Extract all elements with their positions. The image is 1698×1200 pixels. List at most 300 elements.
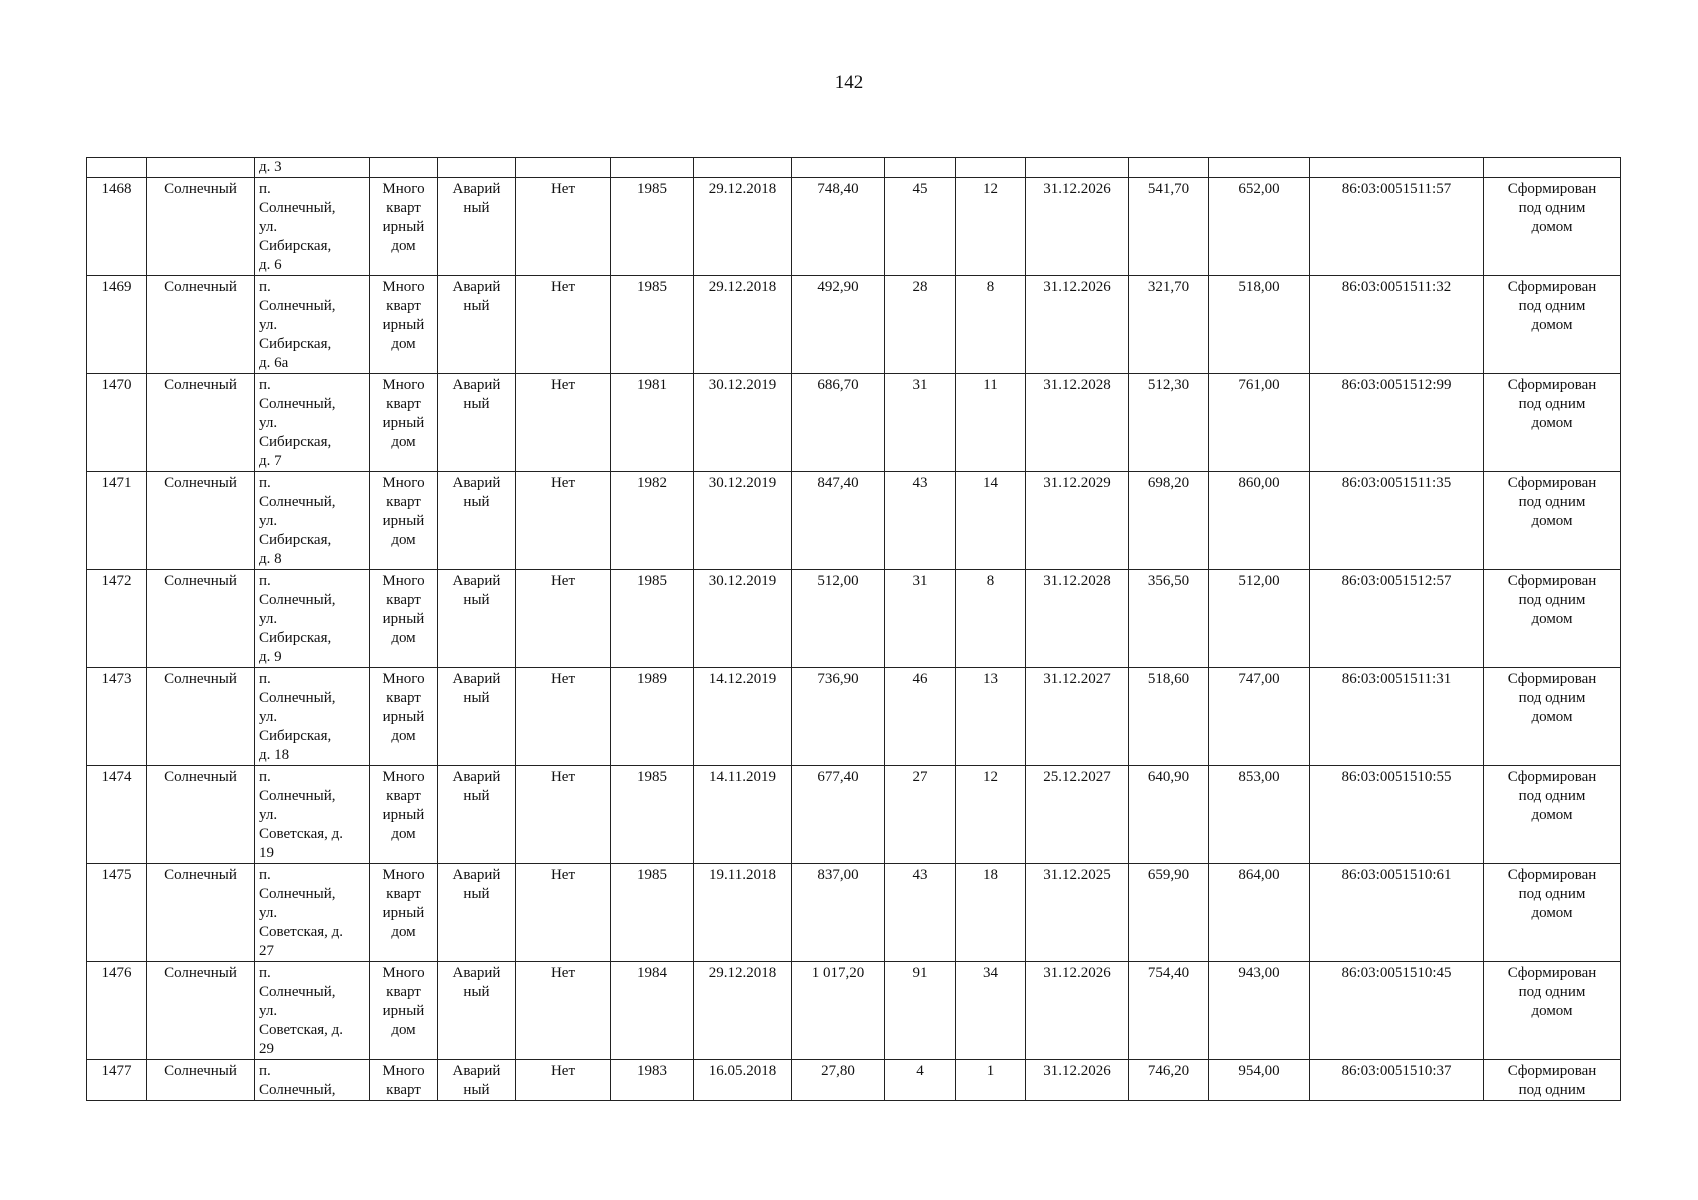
cell-land: 761,00 — [1209, 374, 1310, 472]
cell-formation-line: Сформирован — [1507, 377, 1597, 393]
cell-num: 1474 — [87, 766, 147, 864]
cell-type-line: дом — [391, 336, 416, 352]
cell-residents — [885, 158, 956, 178]
cell-status-line: ный — [463, 886, 490, 902]
cell-land: 943,00 — [1209, 962, 1310, 1060]
table-row — [87, 962, 1621, 1060]
cell-type-line: кварт — [386, 886, 421, 902]
cell-units: 14 — [956, 472, 1026, 570]
cell-status — [438, 766, 516, 864]
cell-status — [438, 374, 516, 472]
cell-area: 1 017,20 — [792, 962, 885, 1060]
cell-address — [255, 1060, 370, 1101]
cell-type-line: Много — [382, 769, 425, 785]
cell-settlement: Солнечный — [147, 766, 255, 864]
cell-address — [255, 864, 370, 962]
cell-formation-line: под одним — [1518, 200, 1586, 216]
cell-area2: 321,70 — [1129, 276, 1209, 374]
cell-formation-line: домом — [1531, 317, 1573, 333]
cell-address-line: 19 — [259, 845, 274, 861]
cell-units: 1 — [956, 1060, 1026, 1101]
cell-cadastral — [1310, 158, 1484, 178]
cell-type-line: дом — [391, 532, 416, 548]
cell-units: 11 — [956, 374, 1026, 472]
cell-type-line: ирный — [382, 415, 425, 431]
cell-units: 13 — [956, 668, 1026, 766]
cell-area: 512,00 — [792, 570, 885, 668]
cell-type-line: кварт — [386, 1082, 421, 1098]
cell-date: 29.12.2018 — [694, 276, 792, 374]
cell-area: 837,00 — [792, 864, 885, 962]
cell-address-line: Солнечный, — [259, 298, 336, 314]
cell-land: 652,00 — [1209, 178, 1310, 276]
cell-cadastral: 86:03:0051510:55 — [1310, 766, 1484, 864]
cell-type-line: ирный — [382, 905, 425, 921]
cell-type-line: ирный — [382, 317, 425, 333]
cell-formation — [1484, 668, 1621, 766]
cell-deadline: 31.12.2027 — [1026, 668, 1129, 766]
cell-type-line: кварт — [386, 690, 421, 706]
cell-units — [956, 158, 1026, 178]
cell-address-line: п. — [259, 671, 271, 687]
cell-deadline: 25.12.2027 — [1026, 766, 1129, 864]
cell-date — [694, 158, 792, 178]
cell-deadline — [1026, 158, 1129, 178]
cell-deadline: 31.12.2028 — [1026, 570, 1129, 668]
cell-type-line: ирный — [382, 807, 425, 823]
cell-num: 1469 — [87, 276, 147, 374]
cell-type-line: дом — [391, 630, 416, 646]
cell-cadastral: 86:03:0051511:35 — [1310, 472, 1484, 570]
table-row — [87, 374, 1621, 472]
cell-date: 16.05.2018 — [694, 1060, 792, 1101]
cell-units: 8 — [956, 276, 1026, 374]
cell-date: 29.12.2018 — [694, 178, 792, 276]
cell-status-line: ный — [463, 984, 490, 1000]
cell-residents: 43 — [885, 864, 956, 962]
cell-status-line: ный — [463, 200, 490, 216]
cell-address — [255, 472, 370, 570]
cell-type — [370, 472, 438, 570]
table-row — [87, 276, 1621, 374]
cell-formation-line: домом — [1531, 513, 1573, 529]
cell-date: 30.12.2019 — [694, 570, 792, 668]
cell-type-line: дом — [391, 924, 416, 940]
cell-address-line: Солнечный, — [259, 592, 336, 608]
cell-type-line: ирный — [382, 611, 425, 627]
cell-num: 1475 — [87, 864, 147, 962]
cell-status — [438, 178, 516, 276]
cell-type-line: Много — [382, 377, 425, 393]
cell-settlement — [147, 158, 255, 178]
cell-address-line: Солнечный, — [259, 886, 336, 902]
cell-cadastral: 86:03:0051512:99 — [1310, 374, 1484, 472]
cell-cadastral: 86:03:0051511:57 — [1310, 178, 1484, 276]
cell-formation-line: Сформирован — [1507, 1063, 1597, 1079]
cell-flag: Нет — [516, 276, 611, 374]
cell-flag: Нет — [516, 570, 611, 668]
cell-area: 27,80 — [792, 1060, 885, 1101]
cell-address-line: Советская, д. — [259, 826, 344, 842]
cell-type — [370, 158, 438, 178]
cell-area2: 541,70 — [1129, 178, 1209, 276]
continuation-row — [87, 158, 1621, 178]
page-number: 142 — [834, 72, 864, 93]
cell-formation — [1484, 276, 1621, 374]
cell-deadline: 31.12.2026 — [1026, 962, 1129, 1060]
cell-address-line: Солнечный, — [259, 984, 336, 1000]
cell-num: 1476 — [87, 962, 147, 1060]
cell-formation-line: Сформирован — [1507, 279, 1597, 295]
cell-formation — [1484, 374, 1621, 472]
cell-formation-line: Сформирован — [1507, 769, 1597, 785]
cell-formation-line: Сформирован — [1507, 671, 1597, 687]
cell-type — [370, 668, 438, 766]
cell-formation-line: Сформирован — [1507, 475, 1597, 491]
cell-formation-line: под одним — [1518, 494, 1586, 510]
cell-type-line: кварт — [386, 200, 421, 216]
cell-status — [438, 158, 516, 178]
cell-status-line: ный — [463, 592, 490, 608]
cell-address-line: Сибирская, — [259, 434, 332, 450]
cell-year: 1985 — [611, 766, 694, 864]
cell-status-line: Аварий — [452, 279, 501, 295]
cell-status-line: ный — [463, 690, 490, 706]
cell-area2 — [1129, 158, 1209, 178]
cell-residents: 28 — [885, 276, 956, 374]
cell-address-line: д. 8 — [259, 551, 282, 567]
cell-type — [370, 570, 438, 668]
cell-formation-line: под одним — [1518, 1082, 1586, 1098]
cell-address-line: ул. — [259, 513, 278, 529]
cell-address — [255, 668, 370, 766]
cell-formation — [1484, 178, 1621, 276]
cell-status-line: ный — [463, 298, 490, 314]
cell-status — [438, 570, 516, 668]
cell-address — [255, 766, 370, 864]
cell-settlement: Солнечный — [147, 178, 255, 276]
cell-status-line: ный — [463, 788, 490, 804]
cell-formation-line: Сформирован — [1507, 573, 1597, 589]
cell-area: 492,90 — [792, 276, 885, 374]
cell-address-line: ул. — [259, 317, 278, 333]
cell-address-line: ул. — [259, 219, 278, 235]
cell-num: 1468 — [87, 178, 147, 276]
cell-formation-line: под одним — [1518, 984, 1586, 1000]
cell-area: 748,40 — [792, 178, 885, 276]
cell-cadastral: 86:03:0051510:45 — [1310, 962, 1484, 1060]
cell-land — [1209, 158, 1310, 178]
cell-flag: Нет — [516, 472, 611, 570]
cell-address-line: д. 18 — [259, 747, 290, 763]
cell-address-line: п. — [259, 1063, 271, 1079]
cell-area: 736,90 — [792, 668, 885, 766]
cell-formation-line: под одним — [1518, 886, 1586, 902]
cell-address-line: Солнечный, — [259, 788, 336, 804]
cell-date: 29.12.2018 — [694, 962, 792, 1060]
cell-cadastral: 86:03:0051512:57 — [1310, 570, 1484, 668]
housing-registry-table — [86, 157, 1621, 1101]
cell-address-line: Советская, д. — [259, 924, 344, 940]
cell-year: 1989 — [611, 668, 694, 766]
cell-num: 1470 — [87, 374, 147, 472]
table-row — [87, 864, 1621, 962]
cell-formation — [1484, 962, 1621, 1060]
cell-date: 14.12.2019 — [694, 668, 792, 766]
cell-area2: 518,60 — [1129, 668, 1209, 766]
cell-type — [370, 276, 438, 374]
cell-formation — [1484, 1060, 1621, 1101]
cell-formation-line: домом — [1531, 807, 1573, 823]
cell-status-line: ный — [463, 494, 490, 510]
cell-units: 18 — [956, 864, 1026, 962]
cell-settlement: Солнечный — [147, 668, 255, 766]
cell-formation-line: Сформирован — [1507, 965, 1597, 981]
cell-type-line: Много — [382, 573, 425, 589]
cell-address-line: Сибирская, — [259, 336, 332, 352]
table-row — [87, 570, 1621, 668]
cell-deadline: 31.12.2028 — [1026, 374, 1129, 472]
cell-land: 864,00 — [1209, 864, 1310, 962]
cell-address — [255, 178, 370, 276]
cell-area2: 698,20 — [1129, 472, 1209, 570]
cell-type-line: ирный — [382, 709, 425, 725]
cell-flag: Нет — [516, 766, 611, 864]
cell-land: 747,00 — [1209, 668, 1310, 766]
cell-type-line: кварт — [386, 494, 421, 510]
cell-address-line: Солнечный, — [259, 690, 336, 706]
cell-units: 12 — [956, 178, 1026, 276]
cell-address-line: ул. — [259, 611, 278, 627]
cell-date: 30.12.2019 — [694, 374, 792, 472]
cell-formation-line: домом — [1531, 219, 1573, 235]
cell-type — [370, 766, 438, 864]
cell-status-line: Аварий — [452, 181, 501, 197]
cell-year: 1985 — [611, 178, 694, 276]
cell-address-line: 27 — [259, 943, 274, 959]
cell-flag: Нет — [516, 962, 611, 1060]
cell-status-line: Аварий — [452, 1063, 501, 1079]
cell-deadline: 31.12.2026 — [1026, 178, 1129, 276]
cell-address-line: ул. — [259, 709, 278, 725]
cell-type-line: дом — [391, 238, 416, 254]
cell-address — [255, 374, 370, 472]
cell-num: 1477 — [87, 1060, 147, 1101]
cell-status-line: Аварий — [452, 769, 501, 785]
cell-units: 34 — [956, 962, 1026, 1060]
cell-residents: 43 — [885, 472, 956, 570]
cell-address — [255, 276, 370, 374]
cell-area: 686,70 — [792, 374, 885, 472]
cell-formation — [1484, 158, 1621, 178]
cell-address-line: п. — [259, 181, 271, 197]
cell-formation-line: под одним — [1518, 690, 1586, 706]
cell-address-line: п. — [259, 867, 271, 883]
cell-address-line: д. 7 — [259, 453, 282, 469]
cell-residents: 27 — [885, 766, 956, 864]
cell-type-line: дом — [391, 826, 416, 842]
cell-type-line: Много — [382, 475, 425, 491]
cell-address-line: п. — [259, 279, 271, 295]
table-row — [87, 178, 1621, 276]
cell-type — [370, 178, 438, 276]
cell-type-line: дом — [391, 728, 416, 744]
cell-address-line: Солнечный, — [259, 1082, 336, 1098]
cell-formation-line: Сформирован — [1507, 181, 1597, 197]
cell-type-line: кварт — [386, 788, 421, 804]
cell-address-line: ул. — [259, 415, 278, 431]
cell-type-line: ирный — [382, 1003, 425, 1019]
cell-type-line: кварт — [386, 396, 421, 412]
cell-type — [370, 374, 438, 472]
cell-year: 1985 — [611, 864, 694, 962]
cell-address-line: п. — [259, 573, 271, 589]
cell-status-line: ный — [463, 396, 490, 412]
cell-type-line: кварт — [386, 298, 421, 314]
cell-address-line: п. — [259, 769, 271, 785]
cell-address-line: Солнечный, — [259, 200, 336, 216]
cell-type — [370, 1060, 438, 1101]
cell-status — [438, 472, 516, 570]
cell-deadline: 31.12.2026 — [1026, 276, 1129, 374]
cell-formation-line: под одним — [1518, 592, 1586, 608]
cell-address-line: п. — [259, 377, 271, 393]
cell-type — [370, 962, 438, 1060]
cell-settlement: Солнечный — [147, 864, 255, 962]
cell-address: д. 3 — [255, 158, 370, 178]
table-row — [87, 766, 1621, 864]
cell-year: 1985 — [611, 570, 694, 668]
cell-status-line: Аварий — [452, 671, 501, 687]
cell-flag — [516, 158, 611, 178]
cell-area2: 754,40 — [1129, 962, 1209, 1060]
cell-address-line: д. 6а — [259, 355, 289, 371]
table-row — [87, 668, 1621, 766]
cell-status — [438, 962, 516, 1060]
cell-year: 1981 — [611, 374, 694, 472]
cell-status-line: Аварий — [452, 573, 501, 589]
cell-settlement: Солнечный — [147, 1060, 255, 1101]
cell-status-line: Аварий — [452, 475, 501, 491]
cell-formation — [1484, 472, 1621, 570]
cell-status — [438, 276, 516, 374]
cell-residents: 45 — [885, 178, 956, 276]
cell-num: 1471 — [87, 472, 147, 570]
cell-area2: 512,30 — [1129, 374, 1209, 472]
cell-area2: 356,50 — [1129, 570, 1209, 668]
cell-deadline: 31.12.2026 — [1026, 1060, 1129, 1101]
cell-type-line: кварт — [386, 984, 421, 1000]
cell-settlement: Солнечный — [147, 276, 255, 374]
cell-year: 1985 — [611, 276, 694, 374]
cell-type-line: Много — [382, 279, 425, 295]
cell-year — [611, 158, 694, 178]
cell-address-line: Сибирская, — [259, 630, 332, 646]
table-row — [87, 472, 1621, 570]
cell-land: 853,00 — [1209, 766, 1310, 864]
cell-area2: 640,90 — [1129, 766, 1209, 864]
cell-formation-line: под одним — [1518, 396, 1586, 412]
cell-flag: Нет — [516, 1060, 611, 1101]
cell-area2: 659,90 — [1129, 864, 1209, 962]
cell-address-line: д. 9 — [259, 649, 282, 665]
cell-address-line: Сибирская, — [259, 728, 332, 744]
cell-formation — [1484, 570, 1621, 668]
cell-status-line: Аварий — [452, 965, 501, 981]
table-row — [87, 1060, 1621, 1101]
cell-num: 1473 — [87, 668, 147, 766]
cell-status-line: ный — [463, 1082, 490, 1098]
cell-residents: 46 — [885, 668, 956, 766]
cell-flag: Нет — [516, 668, 611, 766]
cell-land: 954,00 — [1209, 1060, 1310, 1101]
cell-type-line: Много — [382, 965, 425, 981]
cell-formation-line: домом — [1531, 415, 1573, 431]
cell-year: 1982 — [611, 472, 694, 570]
cell-flag: Нет — [516, 178, 611, 276]
cell-formation-line: домом — [1531, 611, 1573, 627]
cell-address-line: ул. — [259, 905, 278, 921]
cell-formation-line: Сформирован — [1507, 867, 1597, 883]
cell-residents: 4 — [885, 1060, 956, 1101]
cell-cadastral: 86:03:0051510:37 — [1310, 1060, 1484, 1101]
cell-settlement: Солнечный — [147, 570, 255, 668]
cell-type-line: Много — [382, 1063, 425, 1079]
cell-type-line: ирный — [382, 219, 425, 235]
cell-formation-line: под одним — [1518, 298, 1586, 314]
cell-area: 677,40 — [792, 766, 885, 864]
cell-status — [438, 668, 516, 766]
cell-num: 1472 — [87, 570, 147, 668]
cell-year: 1984 — [611, 962, 694, 1060]
cell-deadline: 31.12.2029 — [1026, 472, 1129, 570]
cell-formation-line: домом — [1531, 905, 1573, 921]
cell-year: 1983 — [611, 1060, 694, 1101]
cell-address — [255, 570, 370, 668]
cell-address-line: Солнечный, — [259, 396, 336, 412]
cell-address-line: п. — [259, 475, 271, 491]
cell-units: 8 — [956, 570, 1026, 668]
cell-formation-line: домом — [1531, 1003, 1573, 1019]
cell-formation-line: домом — [1531, 709, 1573, 725]
cell-type-line: Много — [382, 181, 425, 197]
cell-formation — [1484, 864, 1621, 962]
cell-residents: 91 — [885, 962, 956, 1060]
cell-units: 12 — [956, 766, 1026, 864]
cell-type-line: кварт — [386, 592, 421, 608]
cell-address-line: Сибирская, — [259, 532, 332, 548]
cell-address-line: Солнечный, — [259, 494, 336, 510]
cell-status — [438, 864, 516, 962]
cell-type-line: Много — [382, 671, 425, 687]
cell-status-line: Аварий — [452, 377, 501, 393]
cell-date: 14.11.2019 — [694, 766, 792, 864]
cell-address — [255, 962, 370, 1060]
cell-cadastral: 86:03:0051511:32 — [1310, 276, 1484, 374]
cell-address-line: ул. — [259, 1003, 278, 1019]
cell-area — [792, 158, 885, 178]
cell-deadline: 31.12.2025 — [1026, 864, 1129, 962]
cell-num — [87, 158, 147, 178]
cell-settlement: Солнечный — [147, 374, 255, 472]
cell-address-line: ул. — [259, 807, 278, 823]
cell-status-line: Аварий — [452, 867, 501, 883]
cell-cadastral: 86:03:0051510:61 — [1310, 864, 1484, 962]
cell-type-line: дом — [391, 434, 416, 450]
cell-residents: 31 — [885, 374, 956, 472]
cell-formation-line: под одним — [1518, 788, 1586, 804]
cell-address-line: Советская, д. — [259, 1022, 344, 1038]
